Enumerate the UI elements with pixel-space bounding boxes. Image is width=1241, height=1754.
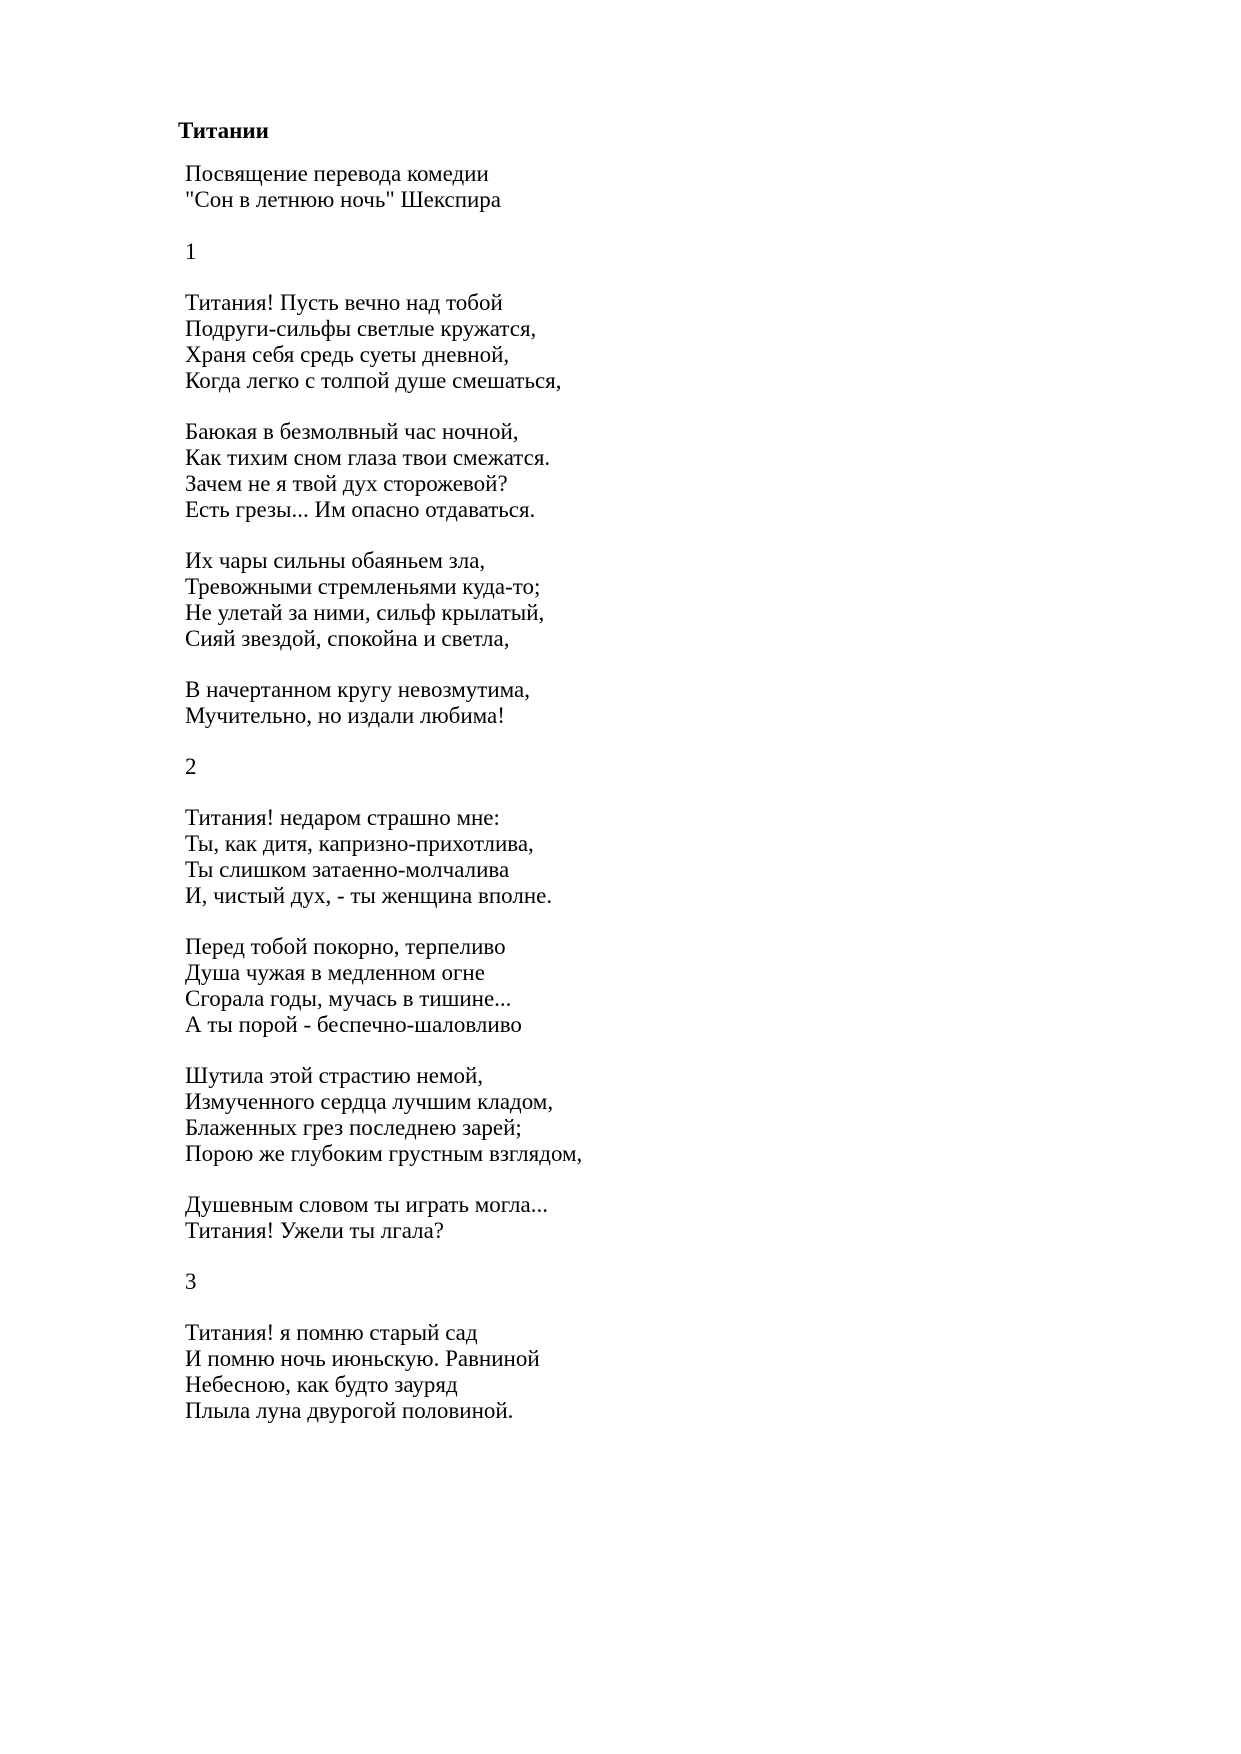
verse-line: И, чистый дух, - ты женщина вполне. [185, 883, 553, 908]
verse-line: В начертанном кругу невозмутима, [185, 677, 530, 702]
verse-line: Титания! я помню старый сад [185, 1320, 478, 1345]
verse-line: Небесною, как будто зауряд [185, 1372, 458, 1397]
dedication-line: "Сон в летнюю ночь" Шекспира [185, 187, 502, 212]
verse-line: Сияй звездой, спокойна и светла, [185, 626, 510, 651]
verse-line: Душевным словом ты играть могла... [185, 1192, 548, 1217]
verse-line: А ты порой - беспечно-шаловливо [185, 1012, 522, 1037]
poem-title: Титании [178, 118, 269, 143]
verse-line: Есть грезы... Им опасно отдаваться. [185, 497, 536, 522]
verse-line: Тревожными стремленьями куда-то; [185, 574, 541, 599]
verse-line: Храня себя средь суеты дневной, [185, 342, 510, 367]
verse-line: Подруги-сильфы светлые кружатся, [185, 316, 537, 341]
verse-line: Душа чужая в медленном огне [185, 960, 485, 985]
section-number: 2 [185, 754, 197, 779]
verse-line: Когда легко с толпой душе смешаться, [185, 368, 562, 393]
verse-line: Порою же глубоким грустным взглядом, [185, 1141, 583, 1166]
verse-line: Ты слишком затаенно-молчалива [185, 857, 510, 882]
verse-line: Ты, как дитя, капризно-прихотлива, [185, 831, 534, 856]
verse-line: Зачем не я твой дух сторожевой? [185, 471, 508, 496]
verse-line: Баюкая в безмолвный час ночной, [185, 419, 519, 444]
verse-line: Блаженных грез последнею зарей; [185, 1115, 522, 1140]
verse-line: Плыла луна двурогой половиной. [185, 1398, 514, 1423]
verse-line: Не улетай за ними, сильф крылатый, [185, 600, 545, 625]
verse-line: Мучительно, но издали любима! [185, 703, 505, 728]
verse-line: Титания! недаром страшно мне: [185, 805, 500, 830]
verse-line: Титания! Ужели ты лгала? [185, 1218, 444, 1243]
verse-line: Их чары сильны обаяньем зла, [185, 548, 486, 573]
verse-line: Титания! Пусть вечно над тобой [185, 290, 503, 315]
verse-line: И помню ночь июньскую. Равниной [185, 1346, 540, 1371]
section-number: 3 [185, 1269, 197, 1294]
verse-line: Измученного сердца лучшим кладом, [185, 1089, 554, 1114]
verse-line: Перед тобой покорно, терпеливо [185, 934, 506, 959]
verse-line: Шутила этой страстию немой, [185, 1063, 484, 1088]
section-number: 1 [185, 239, 197, 264]
verse-line: Сгорала годы, мучась в тишине... [185, 986, 512, 1011]
dedication-line: Посвящение перевода комедии [185, 161, 489, 186]
verse-line: Как тихим сном глаза твои смежатся. [185, 445, 551, 470]
